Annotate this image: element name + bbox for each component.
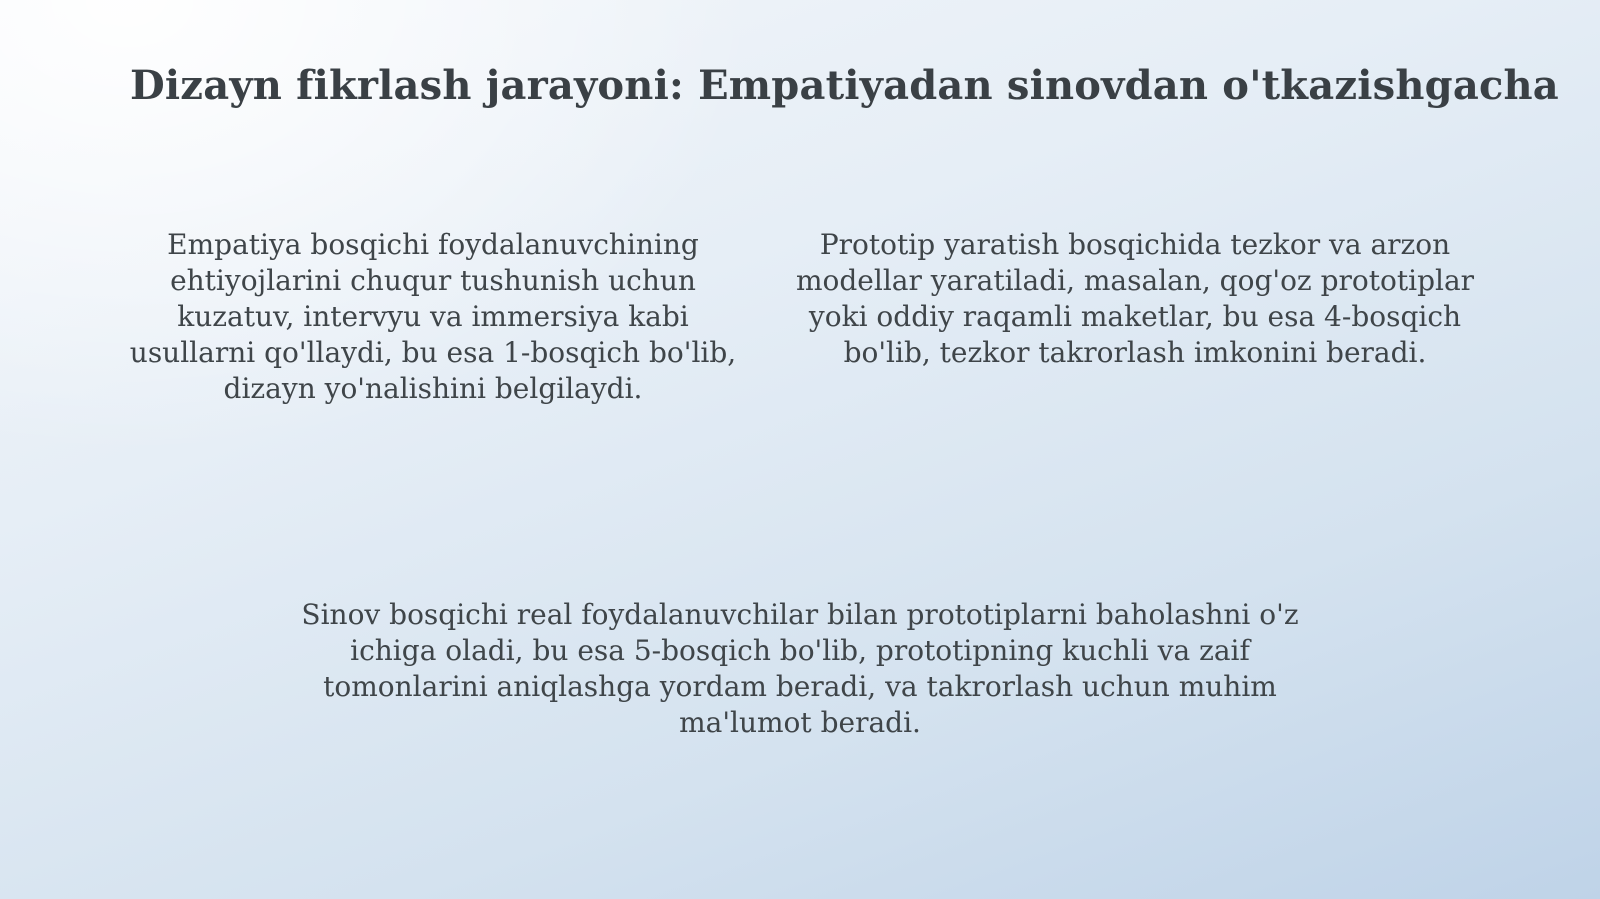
testing-paragraph: Sinov bosqichi real foydalanuvchilar bilan prototiplarni baholashni o'z ichiga oladi, bu esa 5-bosqich bo'lib, prototipning kuchli va zaif tomonlarini aniqlashga yordam beradi, va takrorlash uchun muhim ma'lumot beradi.	[301, 598, 1299, 739]
slide-title: Dizayn fikrlash jarayoni: Empatiyadan sinovdan o'tkazishgacha	[130, 62, 1559, 109]
empathy-paragraph: Empatiya bosqichi foydalanuvchining ehtiyojlarini chuqur tushunish uchun kuzatuv, intervyu va immersiya kabi usullarni qo'llaydi, bu esa 1-bosqich bo'lib, dizayn yo'nalishini belgilaydi.	[129, 228, 737, 405]
prototype-paragraph: Prototip yaratish bosqichida tezkor va arzon modellar yaratiladi, masalan, qog'oz prototiplar yoki oddiy raqamli maketlar, bu esa 4-bosqich bo'lib, tezkor takrorlash imkonini beradi.	[795, 228, 1475, 369]
